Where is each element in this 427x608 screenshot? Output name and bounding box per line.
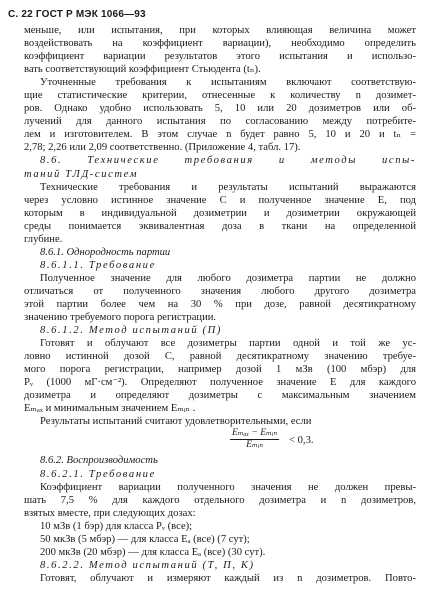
text-line: отличаться от полученного значения любого другого дозиметра xyxy=(24,285,416,297)
text-line: коэффициент вариации результатов этого испытания и использо- xyxy=(24,51,416,63)
text-line: мого порога регистрации, например дозой 1 мЗв (100 мбэр) для xyxy=(24,364,416,376)
text-line: таний ТЛД-систем xyxy=(24,168,139,180)
text-line: этой партии более чем на 30 % при дозе, равной десятикратному xyxy=(24,298,416,310)
text-line: Pᵥ (1000 мГ·см⁻²). Определяют полученное значение E для каждого xyxy=(24,377,416,389)
text-line: шать 7,5 % для каждого отдельного дозиметра и n дозиметров, xyxy=(24,494,416,506)
text-line: вать соответствующий коэффициент Стьюдента (tₙ). xyxy=(24,64,261,76)
text-line: Eₘₐₓ и минимальным значением Eₘᵢₙ . xyxy=(24,403,196,415)
text-line: 200 мкЗв (20 мбэр) — для класса Eₐ (все) (30 сут). xyxy=(40,546,266,558)
text-line: 50 мкЗв (5 мбэр) — для класса Eₐ (все) (7 сут); xyxy=(40,533,250,545)
text-line: ловно истинной дозой C, равной десятикратному значению требуе- xyxy=(24,351,416,363)
text-line: Готовят, облучают и измеряют каждый из n дозиметров. Повто- xyxy=(40,572,416,584)
text-line: 8.6. Технические требования и методы испы- xyxy=(40,155,416,167)
text-line: через условно истинное значение C и полученное значение E, под xyxy=(24,194,416,206)
formula-numerator: Eₘₐₓ − Eₘᵢₙ xyxy=(232,428,278,439)
text-line: которым в индивидуальной дозиметрии и дозиметрии окружающей xyxy=(24,207,416,219)
formula-denominator: Eₘᵢₙ xyxy=(246,440,264,451)
text-line: 2,78; 2,26 или 2,09 соответственно. (Приложение 4, табл. 17). xyxy=(24,142,301,154)
text-line: дозиметра и определяют дозиметры с максимальным значением xyxy=(24,390,416,402)
text-line: Готовят и облучают все дозиметры партии одной и той же ус- xyxy=(40,338,416,350)
text-line: 8.6.2.2. Метод испытаний (Т, П, К) xyxy=(40,559,255,571)
text-block-2 xyxy=(24,454,416,584)
text-line: лучений для данного испытания по согласованию между потребите- xyxy=(24,116,416,128)
text-line: Коэффициент вариации полученного значения не должен превы- xyxy=(40,481,416,493)
text-line: 8.6.2.1. Требование xyxy=(40,468,156,480)
formula-condition: < 0,3. xyxy=(289,435,314,447)
text-line: лем и изготовителем. В этом случае n будет равно 5, 10 и 20 и tₙ = xyxy=(24,129,416,141)
text-line: 8.6.1.2. Метод испытаний (П) xyxy=(40,325,223,337)
text-line: глубине. xyxy=(24,233,63,245)
formula-fraction xyxy=(230,428,279,451)
text-line: 8.6.2. Воспроизводимость xyxy=(40,455,158,467)
text-line: 8.6.1. Однородность партии xyxy=(40,246,171,258)
text-line: 10 мЗв (1 бэр) для класса Pᵥ (все); xyxy=(40,520,193,532)
text-line: ров. Однако удобно использовать 5, 10 или 20 дозиметров или об- xyxy=(24,103,416,115)
text-line: щие статистические критерии, отнесенные к количеству n дозимет- xyxy=(24,90,416,102)
document-body xyxy=(24,24,416,585)
text-line: взятых вместе, при следующих дозах: xyxy=(24,507,196,519)
text-line: Полученное значение для любого дозиметра партии не должно xyxy=(40,272,416,284)
text-line: Технические требования и результаты испытаний выражаются xyxy=(40,181,416,193)
text-line: 8.6.1.1. Требование xyxy=(40,259,156,271)
formula xyxy=(24,428,416,454)
text-line: меньше, или испытания, при которых влияющая величина может xyxy=(24,25,416,36)
text-line: Уточненные требования к испытаниям включают соответствую- xyxy=(40,77,416,89)
text-line: среды понимается эквивалентная доза в ткани на определенной xyxy=(24,220,416,232)
text-line: воздействовать на коэффициент вариации), необходимо определить xyxy=(24,38,416,50)
page-header: С. 22 ГОСТ Р МЭК 1066—93 xyxy=(8,9,146,20)
text-line: Результаты испытаний считают удовлетворительными, если xyxy=(40,416,312,428)
text-block-1 xyxy=(24,24,416,428)
text-line: значению требуемого порога регистрации. xyxy=(24,312,217,324)
